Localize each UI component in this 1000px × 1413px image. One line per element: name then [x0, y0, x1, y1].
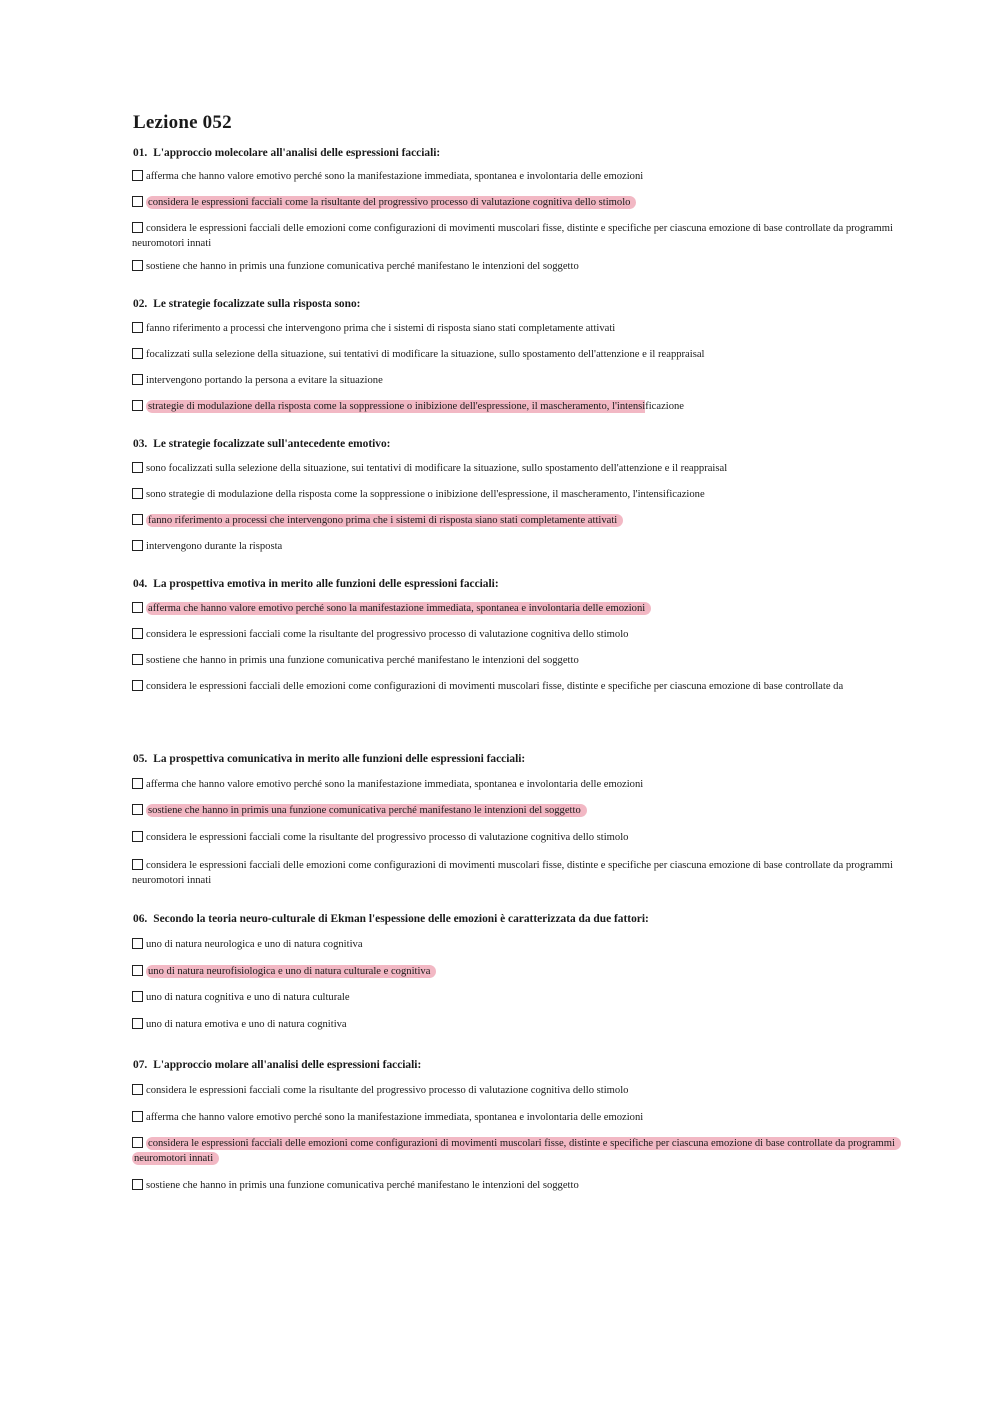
answer-text-highlighted: afferma che hanno valore emotivo perché sono la manifestazione immediata, spontanea e involontaria delle emozioni [146, 602, 651, 615]
answer-text-highlighted: sostiene che hanno in primis una funzione comunicativa perché manifestano le intenzioni del soggetto [146, 804, 587, 817]
lesson-title: Lezione 052 [133, 112, 232, 133]
question-number: 06. [133, 913, 148, 925]
answer-option[interactable] [132, 1179, 917, 1194]
answer-text: considera le espressioni facciali come la risultante del progressivo processo di valutazione cognitiva dello stimolo [146, 1085, 629, 1096]
answer-option[interactable] [132, 1137, 917, 1166]
answer-option[interactable] [132, 938, 917, 953]
question-4 [133, 577, 913, 591]
question-1 [133, 146, 913, 160]
answer-option[interactable] [132, 400, 917, 415]
question-7 [133, 1058, 913, 1072]
answer-text: focalizzati sulla selezione della situazione, sui tentativi di modificare la situazione, sullo spostamento dell'attenzione e il reappraisal [146, 349, 705, 360]
question-2 [133, 297, 913, 311]
answer-checkbox[interactable] [132, 1018, 143, 1029]
answer-checkbox[interactable] [132, 628, 143, 639]
answer-option[interactable] [132, 1111, 917, 1126]
answer-checkbox[interactable] [132, 938, 143, 949]
answer-option[interactable] [132, 374, 917, 389]
answer-checkbox[interactable] [132, 804, 143, 815]
answer-option[interactable] [132, 1084, 917, 1099]
answer-text: afferma che hanno valore emotivo perché sono la manifestazione immediata, spontanea e involontaria delle emozioni [146, 171, 644, 182]
answer-option[interactable] [132, 628, 917, 643]
answer-text: fanno riferimento a processi che intervengono prima che i sistemi di risposta siano stati completamente attivati [146, 323, 616, 334]
answer-text: intervengono durante la risposta [146, 541, 283, 552]
question-6 [133, 912, 913, 926]
question-5 [133, 752, 913, 766]
answer-text-highlighted: considera le espressioni facciali come la risultante del progressivo processo di valutazione cognitiva dello stimolo [146, 196, 636, 209]
answer-option[interactable] [132, 322, 917, 337]
answer-checkbox[interactable] [132, 222, 143, 233]
question-text: Secondo la teoria neuro-culturale di Ekman l'espessione delle emozioni è caratterizzata da due fattori: [153, 913, 649, 925]
question-text: Le strategie focalizzate sulla risposta sono: [153, 298, 361, 310]
answer-checkbox[interactable] [132, 400, 143, 411]
answer-option[interactable] [132, 680, 917, 695]
answer-text: sono focalizzati sulla selezione della situazione, sui tentativi di modificare la situazione, sullo spostamento dell'attenzione e il reappraisal [146, 463, 728, 474]
question-text: L'approccio molare all'analisi delle espressioni facciali: [153, 1059, 422, 1071]
answer-text: uno di natura neurologica e uno di natura cognitiva [146, 939, 363, 950]
answer-option[interactable] [132, 804, 917, 819]
answer-text: sostiene che hanno in primis una funzione comunicativa perché manifestano le intenzioni del soggetto [146, 1180, 579, 1191]
question-number: 01. [133, 147, 148, 159]
answer-text: considera le espressioni facciali delle emozioni come configurazioni di movimenti muscolari fisse, distinte e specifiche per ciascuna emozione di base controllate da [146, 681, 844, 692]
question-text: L'approccio molecolare all'analisi delle espressioni facciali: [153, 147, 441, 159]
answer-checkbox[interactable] [132, 374, 143, 385]
answer-text: afferma che hanno valore emotivo perché sono la manifestazione immediata, spontanea e involontaria delle emozioni [146, 779, 644, 790]
answer-checkbox[interactable] [132, 196, 143, 207]
answer-checkbox[interactable] [132, 654, 143, 665]
answer-text: uno di natura cognitiva e uno di natura culturale [146, 992, 350, 1003]
answer-text-tail: ficazione [645, 401, 685, 412]
question-3 [133, 437, 913, 451]
answer-option[interactable] [132, 196, 917, 211]
answer-option[interactable] [132, 260, 917, 275]
answer-text-highlighted: uno di natura neurofisiologica e uno di natura culturale e cognitiva [146, 965, 436, 978]
question-text: La prospettiva emotiva in merito alle funzioni delle espressioni facciali: [153, 578, 499, 590]
question-number: 02. [133, 298, 148, 310]
answer-checkbox[interactable] [132, 1137, 143, 1148]
answer-text-highlighted: strategie di modulazione della risposta come la soppressione o inibizione dell'espressione, il mascheramento, l'intensi [148, 401, 646, 412]
answer-option[interactable] [132, 654, 917, 669]
answer-checkbox[interactable] [132, 514, 143, 525]
question-number: 03. [133, 438, 148, 450]
answer-option[interactable] [132, 514, 917, 529]
answer-checkbox[interactable] [132, 602, 143, 613]
answer-text: afferma che hanno valore emotivo perché sono la manifestazione immediata, spontanea e involontaria delle emozioni [146, 1112, 644, 1123]
answer-checkbox[interactable] [132, 680, 143, 691]
answer-text: sostiene che hanno in primis una funzione comunicativa perché manifestano le intenzioni del soggetto [146, 655, 579, 666]
answer-option[interactable] [132, 1018, 917, 1033]
answer-option[interactable] [132, 991, 917, 1006]
answer-checkbox[interactable] [132, 260, 143, 271]
question-number: 05. [133, 753, 148, 765]
answer-checkbox[interactable] [132, 859, 143, 870]
answer-text: sono strategie di modulazione della risposta come la soppressione o inibizione dell'espressione, il mascheramento, l'intensificazione [146, 489, 705, 500]
question-number: 07. [133, 1059, 148, 1071]
answer-checkbox[interactable] [132, 965, 143, 976]
answer-text: considera le espressioni facciali come la risultante del progressivo processo di valutazione cognitiva dello stimolo [146, 832, 629, 843]
answer-option[interactable] [132, 778, 917, 793]
answer-option[interactable] [132, 222, 917, 251]
answer-checkbox[interactable] [132, 540, 143, 551]
answer-text: considera le espressioni facciali delle emozioni come configurazioni di movimenti muscolari fisse, distinte e specifiche per ciascuna emozione di base controllate da programmi neuromotori innati [132, 860, 893, 886]
answer-text: uno di natura emotiva e uno di natura cognitiva [146, 1019, 347, 1030]
answer-text-highlighted: considera le espressioni facciali delle emozioni come configurazioni di movimenti muscolari fisse, distinte e specifiche per ciascuna emozione di base controllate da programmi neuromotori innati [132, 1137, 901, 1165]
answer-checkbox[interactable] [132, 322, 143, 333]
answer-checkbox[interactable] [132, 462, 143, 473]
answer-option[interactable] [132, 831, 917, 846]
answer-checkbox[interactable] [132, 1084, 143, 1095]
answer-text: intervengono portando la persona a evitare la situazione [146, 375, 383, 386]
answer-text-highlighted: fanno riferimento a processi che intervengono prima che i sistemi di risposta siano stati completamente attivati [146, 514, 623, 527]
answer-option[interactable] [132, 965, 917, 980]
answer-option[interactable] [132, 859, 917, 888]
answer-checkbox[interactable] [132, 488, 143, 499]
answer-text: sostiene che hanno in primis una funzione comunicativa perché manifestano le intenzioni del soggetto [146, 261, 579, 272]
question-text: Le strategie focalizzate sull'antecedente emotivo: [153, 438, 391, 450]
question-number: 04. [133, 578, 148, 590]
answer-checkbox[interactable] [132, 1111, 143, 1122]
answer-checkbox[interactable] [132, 778, 143, 789]
answer-option[interactable] [132, 488, 917, 503]
answer-option[interactable] [132, 540, 917, 555]
answer-option[interactable] [132, 348, 917, 363]
answer-text: considera le espressioni facciali come la risultante del progressivo processo di valutazione cognitiva dello stimolo [146, 629, 629, 640]
answer-checkbox[interactable] [132, 348, 143, 359]
answer-checkbox[interactable] [132, 991, 143, 1002]
answer-checkbox[interactable] [132, 1179, 143, 1190]
question-text: La prospettiva comunicativa in merito alle funzioni delle espressioni facciali: [153, 753, 526, 765]
answer-text: considera le espressioni facciali delle emozioni come configurazioni di movimenti muscolari fisse, distinte e specifiche per ciascuna emozione di base controllate da programmi neuromotori innati [132, 223, 893, 249]
answer-checkbox[interactable] [132, 170, 143, 181]
answer-option[interactable] [132, 170, 917, 185]
answer-option[interactable] [132, 602, 917, 617]
answer-option[interactable] [132, 462, 917, 477]
answer-checkbox[interactable] [132, 831, 143, 842]
